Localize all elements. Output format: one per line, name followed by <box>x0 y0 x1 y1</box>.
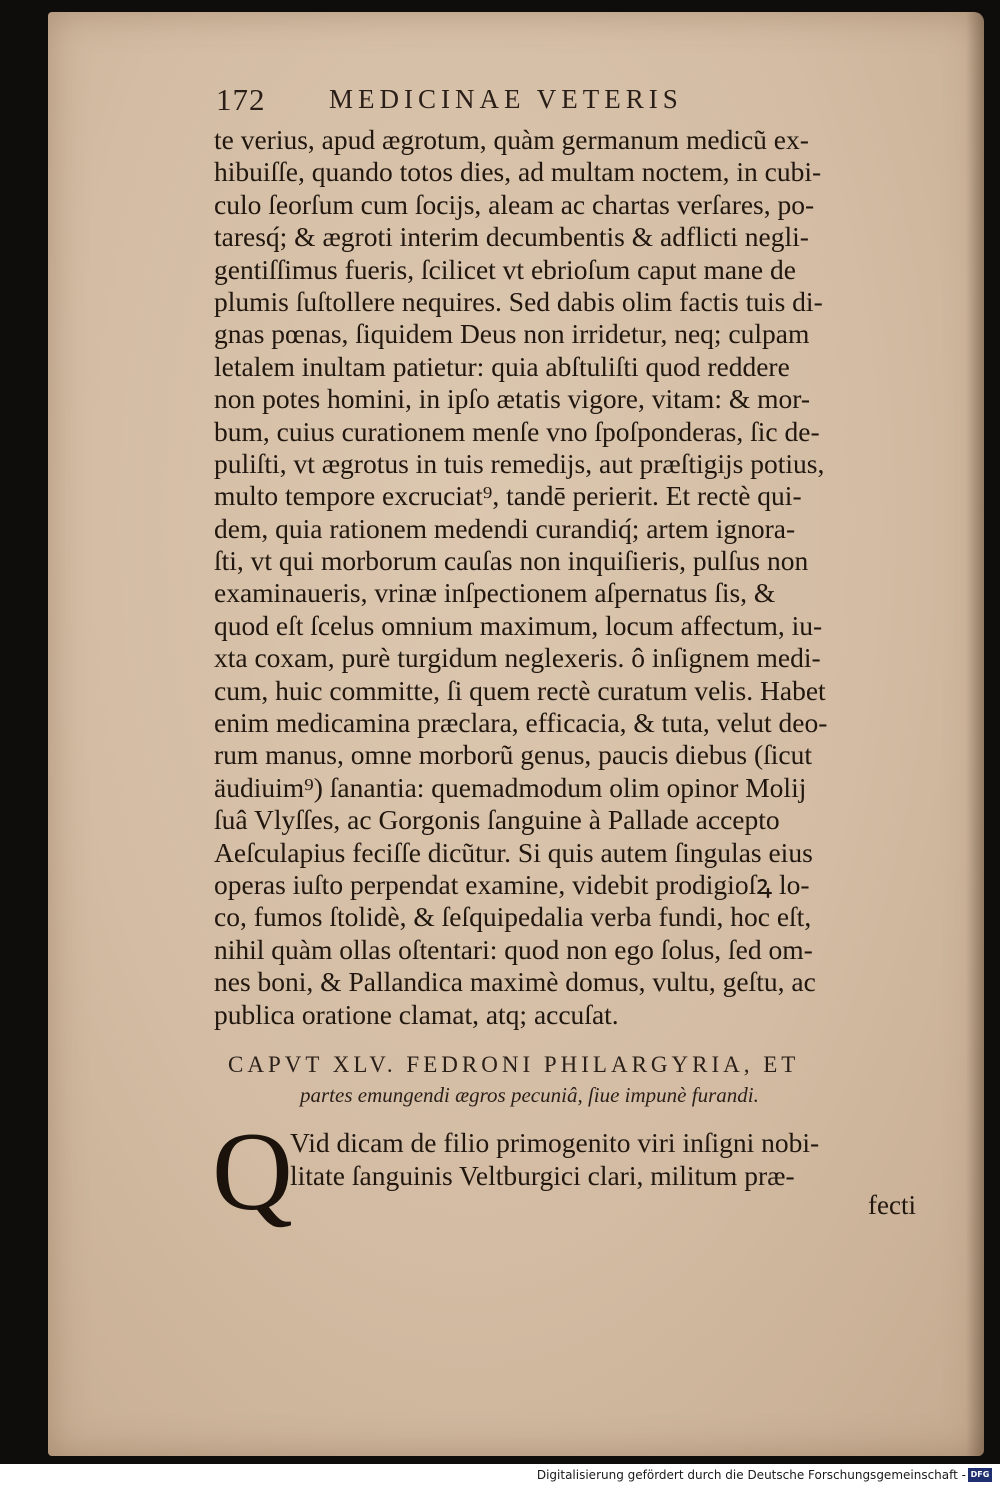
catchword: fecti <box>868 1190 916 1220</box>
text-line: Vid dicam de filio primogenito viri inſigni nobi- <box>290 1127 820 1158</box>
text-line: quod eſt ſcelus omnium maximum, locum affectum, iu- <box>214 609 823 641</box>
text-line: operas iuſto perpendat examine, videbit prodigioſꝝ lo- <box>214 868 810 900</box>
text-line: rum manus, omne morborũ genus, paucis diebus (ſicut <box>214 739 813 771</box>
text-line: äudiuim⁹) ſanantia: quemadmodum olim opinor Molij <box>214 771 807 803</box>
text-line: culo ſeorſum cum ſocijs, aleam ac chartas verſares, po- <box>214 188 815 220</box>
text-line: dem, quia rationem medendi curandiq́; artem ignora- <box>214 512 796 544</box>
text-line: examinaueris, vrinæ inſpectionem aſpernatus ſis, & <box>214 577 776 609</box>
text-line: ſuâ Vlyſſes, ac Gorgonis ſanguine à Pallade accepto <box>214 804 780 836</box>
text-line: enim medicamina præclara, efficacia, & tuta, velut deo- <box>214 707 828 739</box>
drop-cap-initial: Q <box>212 1110 293 1234</box>
text-line: plumis ſuſtollere nequires. Sed dabis olim factis tuis di- <box>214 285 823 317</box>
text-line: bum, cuius curationem menſe vno ſpoſponderas, ſic de- <box>214 415 820 447</box>
text-line: te verius, apud ægrotum, quàm germanum medicũ ex- <box>214 124 809 155</box>
text-line: gentiſſimus fueris, ſcilicet vt ebrioſum caput mane de <box>214 253 796 285</box>
text-line: puliſti, vt ægrotus in tuis remedijs, aut præſtigijs potius, <box>214 447 825 479</box>
text-line: co, fumos ſtolidè, & ſeſquipedalia verba fundi, hoc eſt, <box>214 901 812 933</box>
text-line: cum, huic committe, ſi quem rectè curatum velis. Habet <box>214 674 826 706</box>
body-text <box>214 124 914 1031</box>
text-line: gnas pœnas, ſiquidem Deus non irridetur, neq; culpam <box>214 318 810 350</box>
chapter-heading <box>228 1050 928 1110</box>
chapter-title: CAPVT XLV. FEDRONI PHILARGYRIA, ET <box>228 1052 800 1077</box>
funding-credit: Digitalisierung gefördert durch die Deutsche Forschungsgemeinschaft - <box>536 1468 966 1482</box>
text-line: multo tempore excruciat⁹, tandē perierit. Et rectè qui- <box>214 480 802 512</box>
text-line: taresq́; & ægroti interim decumbentis & adflicti negli- <box>214 221 809 253</box>
text-line: nihil quàm ollas oſtentari: quod non ego ſolus, ſed om- <box>214 933 813 965</box>
text-line: publica oratione clamat, atq; accuſat. <box>214 998 619 1030</box>
digitization-footer <box>0 1464 1000 1488</box>
page-edge-shadow <box>966 12 984 1456</box>
text-line: litate ſanguinis Veltburgici clari, militum præ- <box>290 1160 795 1191</box>
chapter-text <box>290 1126 930 1192</box>
text-line: hibuiſſe, quando totos dies, ad multam noctem, in cubi- <box>214 156 822 188</box>
dfg-logo-icon: DFG <box>968 1468 992 1482</box>
running-title: MEDICINAE VETERIS <box>329 84 683 114</box>
page-number: 172 <box>216 82 266 117</box>
page-header <box>216 82 796 122</box>
text-line: non potes homini, in ipſo ætatis vigore, vitam: & mor- <box>214 383 811 415</box>
chapter-subtitle: partes emungendi ægros pecuniâ, ſiue impunè furandi. <box>300 1083 759 1107</box>
text-line: nes boni, & Pallandica maximè domus, vultu, geſtu, ac <box>214 966 816 998</box>
text-line: ſti, vt qui morborum cauſas non inquiſieris, pulſus non <box>214 545 809 577</box>
text-line: xta coxam, purè turgidum neglexeris. ô inſignem medi- <box>214 642 821 674</box>
text-line: Aeſculapius feciſſe dicũtur. Si quis autem ſingulas eius <box>214 836 813 868</box>
text-line: letalem inultam patietur: quia abſtuliſti quod reddere <box>214 350 790 382</box>
